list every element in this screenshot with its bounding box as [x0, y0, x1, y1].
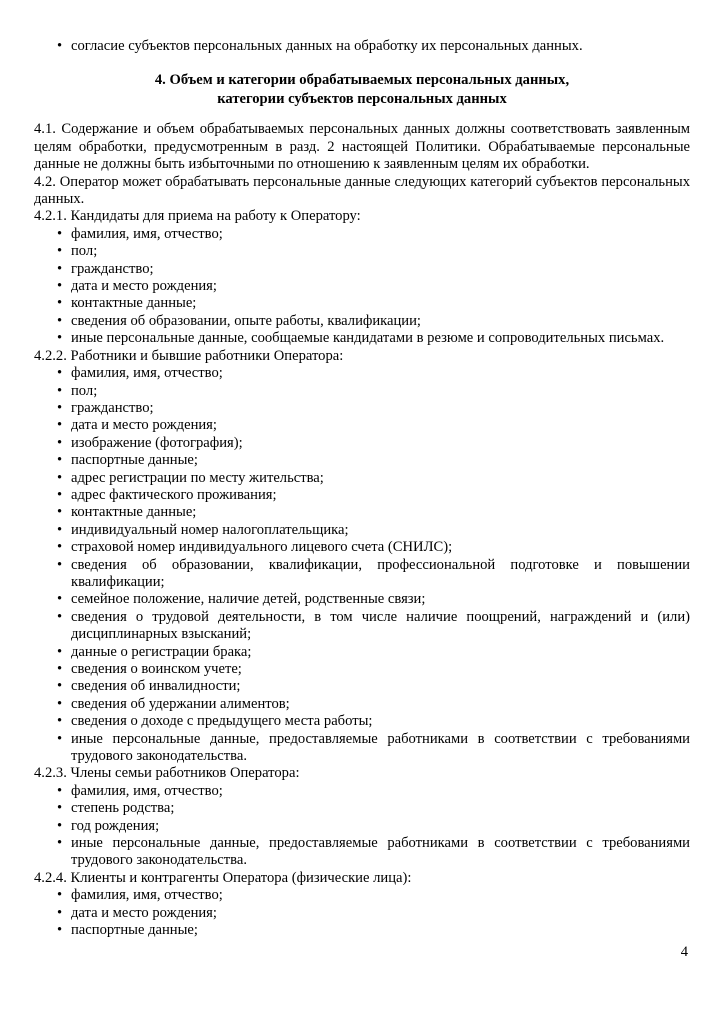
list-item: • страховой номер индивидуального лицевого счета (СНИЛС); — [34, 539, 690, 556]
list-item: • сведения об образовании, квалификации, профессиональной подготовке и повышении квалификации; — [34, 557, 690, 592]
list-item: • гражданство; — [34, 261, 690, 278]
list-item: • иные персональные данные, предоставляемые работниками в соответствии с требованиями трудового законодательства. — [34, 835, 690, 870]
list-item: • паспортные данные; — [34, 452, 690, 469]
bullet-list-4-2-2 — [34, 365, 690, 765]
list-item: • изображение (фотография); — [34, 435, 690, 452]
list-item: • контактные данные; — [34, 295, 690, 312]
list-item: • адрес фактического проживания; — [34, 487, 690, 504]
paragraph-4-1: 4.1. Содержание и объем обрабатываемых персональных данных должны соответствовать заявленным целям обработки, предусмотренным в разд. 2 настоящей Политики. Обрабатываемые персональные данные не должны быть избыточными по отношению к заявленным целям их обработки. — [34, 121, 690, 173]
list-item: • пол; — [34, 383, 690, 400]
list-item: • степень родства; — [34, 800, 690, 817]
list-item: • пол; — [34, 243, 690, 260]
list-item: • паспортные данные; — [34, 922, 690, 939]
intro-bullet-list — [34, 38, 690, 55]
list-item: • сведения об образовании, опыте работы, квалификации; — [34, 313, 690, 330]
list-item: • индивидуальный номер налогоплательщика; — [34, 522, 690, 539]
paragraph-4-2: 4.2. Оператор может обрабатывать персональные данные следующих категорий субъектов персональных данных. — [34, 173, 690, 208]
list-item: • фамилия, имя, отчество; — [34, 783, 690, 800]
list-item: • фамилия, имя, отчество; — [34, 226, 690, 243]
list-item: • сведения о доходе с предыдущего места работы; — [34, 713, 690, 730]
page-number: 4 — [680, 944, 688, 960]
section-title-4-2-2: 4.2.2. Работники и бывшие работники Оператора: — [34, 347, 344, 364]
list-item: • семейное положение, наличие детей, родственные связи; — [34, 591, 690, 608]
list-item: • сведения об инвалидности; — [34, 678, 690, 695]
list-item: • контактные данные; — [34, 504, 690, 521]
section-heading-line2: категории субъектов персональных данных — [217, 91, 507, 108]
list-item: • гражданство; — [34, 400, 690, 417]
list-item: • согласие субъектов персональных данных на обработку их персональных данных. — [34, 38, 690, 55]
list-item: • дата и место рождения; — [34, 905, 690, 922]
list-item: • фамилия, имя, отчество; — [34, 887, 690, 904]
list-item: • иные персональные данные, предоставляемые работниками в соответствии с требованиями трудового законодательства. — [34, 731, 690, 766]
section-title-4-2-4: 4.2.4. Клиенты и контрагенты Оператора (физические лица): — [34, 869, 412, 886]
list-item: • адрес регистрации по месту жительства; — [34, 470, 690, 487]
list-item: • дата и место рождения; — [34, 278, 690, 295]
list-item: • сведения об удержании алиментов; — [34, 696, 690, 713]
list-item: • фамилия, имя, отчество; — [34, 365, 690, 382]
bullet-list-4-2-4 — [34, 887, 690, 939]
section-heading — [34, 71, 690, 109]
bullet-list-4-2-3 — [34, 783, 690, 870]
list-item: • год рождения; — [34, 818, 690, 835]
list-item: • иные персональные данные, сообщаемые кандидатами в резюме и сопроводительных письмах. — [34, 330, 690, 347]
bullet-list-4-2-1 — [34, 226, 690, 348]
list-item: • сведения о трудовой деятельности, в том числе наличие поощрений, награждений и (или) дисциплинарных взысканий; — [34, 609, 690, 644]
list-item: • дата и место рождения; — [34, 417, 690, 434]
section-title-4-2-1: 4.2.1. Кандидаты для приема на работу к Оператору: — [34, 208, 361, 225]
list-item: • сведения о воинском учете; — [34, 661, 690, 678]
section-heading-line1: 4. Объем и категории обрабатываемых персональных данных, — [154, 72, 570, 89]
section-title-4-2-3: 4.2.3. Члены семьи работников Оператора: — [34, 765, 300, 782]
list-item: • данные о регистрации брака; — [34, 644, 690, 661]
